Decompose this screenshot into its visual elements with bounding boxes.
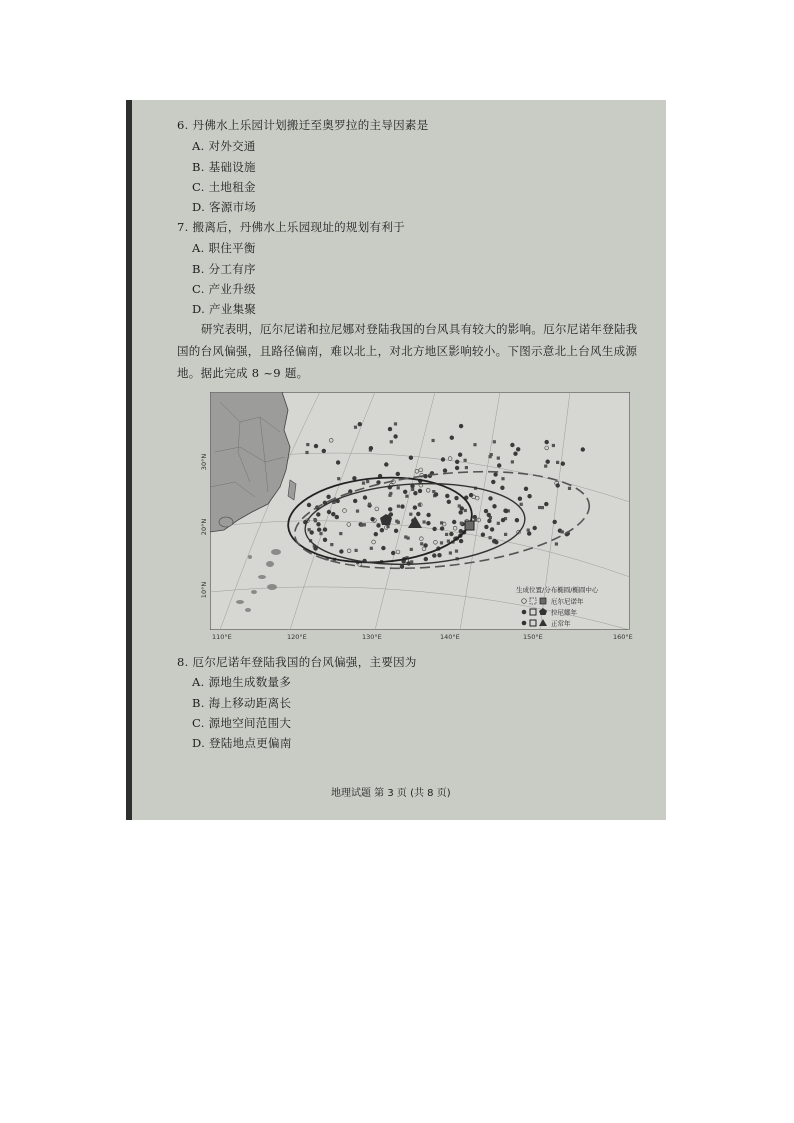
genesis-point	[410, 548, 413, 551]
genesis-point	[400, 565, 404, 569]
map-svg	[210, 392, 630, 630]
genesis-point	[327, 510, 331, 514]
genesis-point	[544, 502, 548, 506]
genesis-point	[317, 528, 321, 532]
genesis-point	[493, 504, 497, 508]
genesis-point	[556, 461, 559, 464]
genesis-point	[489, 536, 492, 539]
question-7-option-d: D. 产业集聚	[192, 302, 257, 316]
genesis-point	[443, 469, 447, 473]
genesis-point	[568, 487, 571, 490]
question-8-option-b: B. 海上移动距离长	[192, 696, 292, 710]
genesis-point	[410, 560, 413, 563]
genesis-point	[394, 435, 398, 439]
question-7-option-a: A. 职住平衡	[192, 241, 256, 255]
genesis-point	[490, 453, 493, 456]
genesis-point	[455, 460, 459, 464]
genesis-point	[413, 506, 417, 510]
genesis-point	[520, 503, 523, 506]
genesis-point	[464, 509, 467, 512]
genesis-point	[481, 533, 485, 537]
genesis-point	[556, 484, 560, 488]
legend-filled-dot-2	[522, 621, 527, 626]
lat-label-20n: 20°N	[200, 518, 209, 536]
genesis-point	[369, 446, 373, 450]
genesis-point	[308, 528, 311, 531]
genesis-point	[546, 460, 550, 464]
genesis-point	[493, 539, 497, 543]
genesis-point	[305, 451, 308, 454]
genesis-point	[384, 463, 388, 467]
genesis-point	[459, 539, 463, 543]
lon-label-160e: 160°E	[613, 633, 633, 641]
intro-paragraph	[177, 318, 649, 384]
legend-elnino-label: 厄尔尼诺年	[551, 597, 584, 606]
genesis-point	[488, 519, 492, 523]
hainan-island	[219, 517, 233, 527]
genesis-point	[411, 488, 414, 491]
question-6-option-c: C. 土地租金	[192, 180, 256, 194]
genesis-point	[449, 551, 452, 554]
genesis-point	[459, 424, 463, 428]
genesis-point	[434, 493, 438, 497]
question-7-option-c: C. 产业升级	[192, 282, 256, 296]
genesis-point	[336, 461, 340, 465]
genesis-point	[317, 522, 321, 526]
genesis-point	[394, 529, 398, 533]
genesis-point	[331, 512, 335, 516]
genesis-point	[514, 452, 518, 456]
genesis-point	[493, 440, 496, 443]
lon-label-130e: 130°E	[362, 633, 382, 641]
genesis-point	[427, 513, 431, 517]
genesis-point	[432, 554, 436, 558]
genesis-point	[366, 480, 369, 483]
genesis-point	[459, 511, 463, 515]
genesis-point	[323, 528, 327, 532]
genesis-point	[382, 546, 386, 550]
genesis-point	[307, 503, 311, 507]
genesis-point	[511, 460, 514, 463]
question-8-option-c: C. 源地空间范围大	[192, 716, 292, 730]
question-8-stem: 8. 厄尔尼诺年登陆我国的台风偏强，主要因为	[177, 655, 417, 669]
genesis-point	[358, 422, 362, 426]
question-8-option-a: A. 源地生成数量多	[192, 675, 292, 689]
genesis-point	[497, 522, 500, 525]
genesis-point	[394, 422, 397, 425]
genesis-point	[424, 474, 428, 478]
genesis-point	[465, 466, 468, 469]
genesis-point	[310, 531, 314, 535]
genesis-point	[323, 538, 327, 542]
question-6-stem: 6. 丹佛水上乐园计划搬迁至奥罗拉的主导因素是	[177, 118, 429, 132]
genesis-point	[581, 448, 585, 452]
genesis-point	[538, 506, 541, 509]
genesis-point	[524, 487, 528, 491]
genesis-point	[374, 532, 378, 536]
genesis-point	[322, 449, 326, 453]
genesis-point	[354, 426, 357, 429]
genesis-point	[355, 549, 358, 552]
genesis-point	[440, 527, 444, 531]
genesis-point	[561, 462, 565, 466]
genesis-point	[418, 503, 421, 506]
genesis-point	[511, 443, 515, 447]
genesis-point	[427, 521, 431, 525]
legend-square-icon	[540, 598, 546, 604]
genesis-point	[545, 440, 549, 444]
genesis-point	[441, 458, 445, 462]
genesis-point	[473, 443, 476, 446]
genesis-point	[450, 436, 454, 440]
genesis-point	[405, 495, 408, 498]
genesis-point	[533, 526, 537, 530]
lon-label-150e: 150°E	[523, 633, 543, 641]
genesis-point	[397, 486, 400, 489]
genesis-point	[490, 528, 494, 532]
genesis-point	[460, 522, 463, 525]
genesis-point	[397, 505, 400, 508]
genesis-point	[335, 515, 339, 519]
question-6-option-a: A. 对外交通	[192, 139, 256, 153]
genesis-point	[340, 550, 344, 554]
genesis-point	[447, 500, 451, 504]
genesis-point	[553, 520, 557, 524]
genesis-point	[337, 477, 340, 480]
genesis-point	[316, 513, 320, 517]
genesis-point	[497, 464, 501, 468]
lon-label-110e: 110°E	[212, 633, 232, 641]
genesis-point	[501, 486, 505, 490]
genesis-point	[504, 509, 508, 513]
genesis-point	[489, 497, 493, 501]
genesis-point	[544, 465, 547, 468]
genesis-point	[390, 440, 393, 443]
typhoon-source-map	[210, 392, 630, 630]
genesis-point	[516, 447, 520, 451]
genesis-point	[491, 480, 495, 484]
genesis-point	[377, 524, 381, 528]
genesis-point	[452, 520, 456, 524]
genesis-point	[314, 444, 318, 448]
genesis-point	[363, 523, 366, 526]
genesis-point	[420, 542, 423, 545]
genesis-point	[360, 524, 363, 527]
genesis-point	[339, 532, 342, 535]
genesis-point	[469, 493, 473, 497]
genesis-point	[389, 492, 392, 495]
genesis-point	[445, 533, 448, 536]
genesis-point	[515, 518, 519, 522]
genesis-point	[445, 494, 449, 498]
genesis-point	[414, 491, 418, 495]
genesis-point	[423, 520, 426, 523]
legend-filled-dot	[522, 610, 527, 615]
genesis-point	[313, 518, 316, 521]
genesis-point	[440, 541, 443, 544]
genesis-point	[432, 439, 435, 442]
genesis-point	[433, 527, 437, 531]
page-footer: 地理试题 第 3 页 (共 8 页)	[331, 788, 451, 799]
genesis-point	[396, 472, 400, 476]
question-6-option-b: B. 基础设施	[192, 160, 256, 174]
genesis-point	[447, 540, 450, 543]
genesis-point	[485, 525, 489, 529]
genesis-point	[353, 499, 357, 503]
lat-label-10n: 10°N	[200, 581, 209, 599]
genesis-point	[407, 537, 410, 540]
genesis-point	[363, 496, 367, 500]
genesis-point	[450, 532, 454, 536]
genesis-point	[552, 444, 555, 447]
genesis-point	[409, 513, 412, 516]
lon-label-120e: 120°E	[287, 633, 307, 641]
genesis-point	[424, 544, 428, 548]
genesis-point	[438, 553, 442, 557]
genesis-point	[487, 513, 491, 517]
genesis-point	[555, 542, 558, 545]
intro-text: 研究表明，厄尔尼诺和拉尼娜对登陆我国的台风具有较大的影响。厄尔尼诺年登陆我国的台风偏强，且路径偏南，难以北上，对北方地区影响较小。下图示意北上台风生成源地。据此完成 8 ~9 题。	[177, 322, 638, 380]
genesis-point	[362, 482, 365, 485]
legend-header: 生成位置/分布椭圆/椭圆中心	[516, 586, 599, 594]
genesis-point	[528, 494, 532, 498]
genesis-point	[388, 507, 392, 511]
genesis-point	[388, 427, 392, 431]
genesis-point	[327, 495, 331, 499]
genesis-point	[527, 529, 530, 532]
genesis-point	[484, 509, 488, 513]
genesis-point	[409, 456, 413, 460]
genesis-point	[418, 489, 422, 493]
legend-lanina-label: 拉尼娜年	[551, 608, 577, 617]
legend-normal-label: 正常年	[551, 619, 571, 628]
genesis-point	[527, 532, 531, 536]
genesis-point	[319, 532, 322, 535]
genesis-point	[424, 557, 428, 561]
lat-label-30n: 30°N	[200, 453, 209, 471]
genesis-point	[497, 457, 500, 460]
genesis-point	[397, 521, 400, 524]
genesis-point	[403, 490, 407, 494]
genesis-point	[504, 533, 507, 536]
genesis-point	[353, 476, 357, 480]
genesis-point	[460, 507, 464, 511]
genesis-point	[401, 505, 405, 509]
genesis-point	[458, 453, 462, 457]
page-edge-shadow	[126, 100, 132, 820]
genesis-point	[368, 503, 371, 506]
question-7-option-b: B. 分工有序	[192, 262, 256, 276]
question-7-stem: 7. 搬离后，丹佛水上乐园现址的规划有利于	[177, 220, 405, 234]
genesis-point	[455, 550, 458, 553]
genesis-point	[455, 496, 459, 500]
genesis-point	[389, 513, 393, 517]
genesis-point	[380, 528, 384, 532]
genesis-point	[494, 473, 498, 477]
genesis-point	[416, 512, 420, 516]
genesis-point	[391, 551, 395, 555]
genesis-point	[501, 477, 504, 480]
genesis-point	[541, 506, 544, 509]
genesis-point	[518, 497, 522, 501]
lon-label-140e: 140°E	[440, 633, 460, 641]
genesis-point	[356, 510, 359, 513]
genesis-point	[370, 547, 373, 550]
question-6-option-d: D. 客源市场	[192, 200, 257, 214]
genesis-point	[330, 543, 333, 546]
genesis-point	[561, 530, 564, 533]
genesis-point	[501, 518, 505, 522]
genesis-point	[306, 443, 309, 446]
elnino-center-marker	[465, 521, 474, 530]
genesis-point	[464, 459, 467, 462]
genesis-point	[455, 466, 459, 470]
question-8-option-d: D. 登陆地点更偏南	[192, 736, 292, 750]
